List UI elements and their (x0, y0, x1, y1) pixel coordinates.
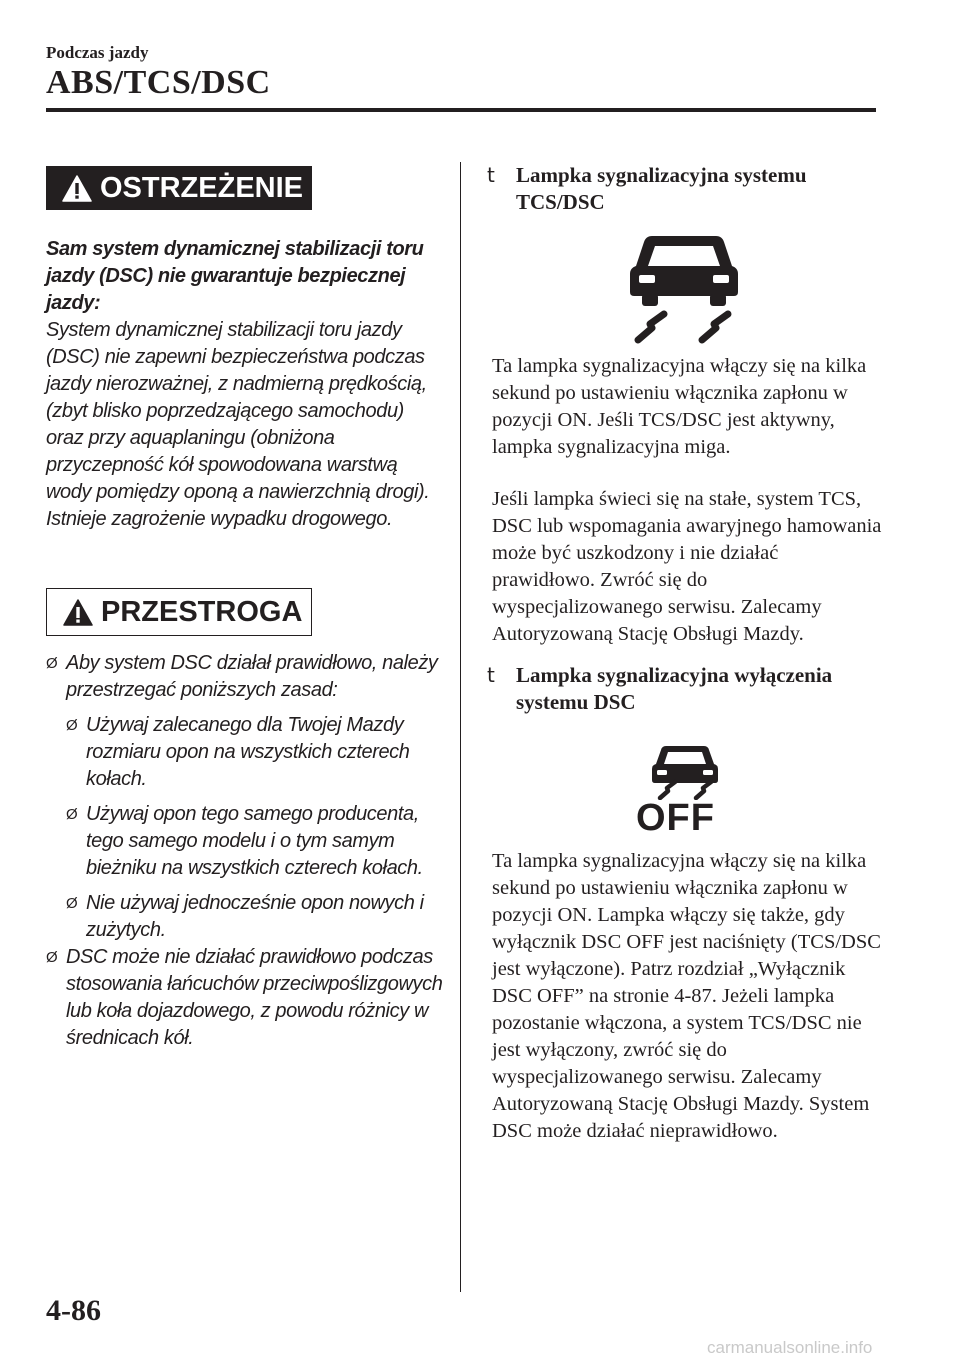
caution-item-text: DSC może nie działać prawidłowo podczas stosowania łańcuchów przeciwpoślizgowych lub koła dojazdowego, z powodu różnicy w średnicach kół. (66, 946, 443, 1049)
warning-triangle-icon (62, 175, 92, 202)
bullet-marker: Ø (66, 895, 78, 912)
tcs-dsc-skid-car-icon (628, 228, 740, 348)
caution-item-text: Aby system DSC działał prawidłowo, należy przestrzegać poniższych zasad: (66, 652, 438, 701)
header-rule (46, 108, 876, 112)
dsc-off-icon-text: OFF (636, 797, 715, 839)
watermark: carmanualsonline.info (707, 1338, 873, 1357)
caution-badge-label: PRZESTROGA (101, 595, 303, 628)
tcs-dsc-paragraph-1: Ta lampka sygnalizacyjna włączy się na kilka sekund po ustawieniu włącznika zapłonu w pozycji ON. Jeśli TCS/DSC jest aktywny, lampka sygnalizacyjna miga. (492, 355, 867, 458)
caution-item (46, 944, 446, 1052)
page-number: 4-86 (46, 1294, 101, 1327)
warning-lead: Sam system dynamicznej stabilizacji toru jazdy (DSC) nie gwarantuje bezpiecznej jazdy: (46, 238, 424, 314)
bullet-marker: Ø (46, 949, 58, 966)
dsc-off-paragraph: Ta lampka sygnalizacyjna włączy się na kilka sekund po ustawieniu włącznika zapłonu w pozycji ON. Lampka włączy się także, gdy wyłącznik DSC OFF jest naciśnięty (TCS/DSC jest wyłączone). Patrz rozdział „Wyłącznik DSC OFF” na stronie 4-87. Jeżeli lampka pozostanie włączona, a system TCS/DSC nie jest wyłączony, zwróć się do wyspecjalizowanego serwisu. Zalecamy Autoryzowaną Stację Obsługi Mazdy. System DSC może działać nieprawidłowo. (492, 850, 881, 1142)
caution-subitem-text: Używaj zalecanego dla Twojej Mazdy rozmiaru opon na wszystkich czterech kołach. (86, 714, 410, 790)
caution-triangle-icon (63, 599, 93, 626)
tcs-dsc-paragraph-2: Jeśli lampka świeci się na stałe, system TCS, DSC lub wspomagania awaryjnego hamowania może być uszkodzony i nie działać prawidłowo. Zwróć się do wyspecjalizowanego serwisu. Zalecamy Autoryzowaną Stację Obsługi Mazdy. (492, 488, 882, 645)
bullet-marker: Ø (66, 806, 78, 823)
warning-badge (46, 166, 312, 210)
caution-subitem-text: Nie używaj jednocześnie opon nowych i zużytych. (86, 892, 424, 941)
heading-marker: t (487, 663, 495, 687)
caution-subitem-text: Używaj opon tego samego producenta, tego samego modelu i o tym samym bieżniku na wszystkich czterech kołach. (86, 803, 423, 879)
caution-subitem (66, 712, 446, 793)
dsc-off-icon (636, 742, 736, 839)
tcs-dsc-heading (487, 162, 877, 216)
column-divider (460, 162, 461, 1292)
section-label: Podczas jazdy (46, 43, 149, 62)
tcs-dsc-heading-text: Lampka sygnalizacyjna systemu TCS/DSC (516, 163, 807, 214)
dsc-off-car-icon (646, 742, 746, 800)
caution-item (46, 650, 446, 704)
caution-subitem (66, 801, 446, 882)
bullet-marker: Ø (66, 717, 78, 734)
dsc-off-heading-text: Lampka sygnalizacyjna wyłączenia systemu DSC (516, 663, 833, 714)
caution-list (46, 650, 446, 1052)
bullet-marker: Ø (46, 655, 58, 672)
dsc-off-heading (487, 662, 877, 716)
warning-text-block (46, 236, 446, 533)
caution-subitem (66, 890, 446, 944)
caution-badge (46, 588, 312, 636)
warning-body: System dynamicznej stabilizacji toru jazdy (DSC) nie zapewni bezpieczeństwa podczas jazdy nierozważnej, z nadmierną prędkością, (zbyt blisko poprzedzającego samochodu) oraz przy aquaplaningu (obniżona przyczepność kół spowodowana warstwą wody pomiędzy oponą a nawierzchnią drogi). Istnieje zagrożenie wypadku drogowego. (46, 319, 430, 530)
page-title: ABS/TCS/DSC (46, 64, 271, 101)
heading-marker: t (487, 163, 495, 187)
warning-badge-label: OSTRZEŻENIE (100, 171, 304, 204)
